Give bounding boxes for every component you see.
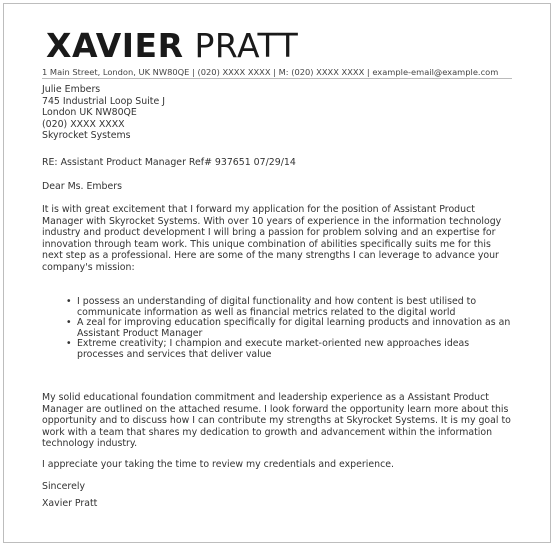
body-paragraph: My solid educational foundation commitment and leadership experience as a Assistant Product Manager are outlined on the attached resume. I look forward the opportunity learn more about this opportunity and to discuss how I can contribute my strengths at Skyrocket Systems. It is my goal to work with a team that shares my dedication to growth and advancement within the information technology industry. — [42, 392, 511, 449]
header-divider — [42, 78, 512, 79]
signer-name: Xavier Pratt — [42, 498, 98, 509]
list-item — [66, 338, 512, 360]
contact-line: 1 Main Street, London, UK NW80QE | (020) XXXX XXXX | M: (020) XXXX XXXX | example-email@example.com — [42, 67, 499, 77]
list-item — [66, 317, 512, 339]
recipient-company: Skyrocket Systems — [42, 130, 131, 141]
recipient-phone: (020) XXXX XXXX — [42, 118, 125, 130]
applicant-first-name: XAVIER — [46, 26, 184, 65]
intro-paragraph: It is with great excitement that I forward my application for the position of Assistant Product Manager with Skyrocket Systems. With over 10 years of experience in the information technology industry and product development I will bring a passion for problem solving and an expertise for innovation through team work. This unique combination of abilities specifically suits me for this next step as a professional. Here are some of the many strengths I can leverage to advance your company's mission: — [42, 204, 502, 273]
recipient-city: London UK NW80QE — [42, 107, 137, 118]
list-item — [66, 296, 512, 318]
signoff: Sincerely — [42, 481, 85, 492]
strength-text: Extreme creativity; I champion and execute market-oriented new approaches ideas processes and services that deliver value — [77, 338, 470, 360]
bullet-icon: • — [66, 296, 72, 307]
strength-text: I possess an understanding of digital functionality and how content is best utilised to communicate information as well as financial metrics related to the digital world — [77, 296, 477, 318]
closing-line: I appreciate your taking the time to review my credentials and experience. — [42, 459, 394, 470]
applicant-last-name: PRATT — [194, 26, 299, 65]
strengths-list — [42, 297, 512, 360]
applicant-name — [46, 26, 298, 66]
salutation: Dear Ms. Embers — [42, 181, 123, 192]
strength-text: A zeal for improving education specifically for digital learning products and innovation as an Assistant Product Manager — [77, 317, 511, 339]
recipient-name: Julie Embers — [42, 84, 101, 95]
bullet-icon: • — [66, 338, 72, 349]
recipient-address — [42, 84, 512, 142]
bullet-icon: • — [66, 317, 72, 328]
re-line: RE: Assistant Product Manager Ref# 937651 07/29/14 — [42, 157, 296, 168]
recipient-street: 745 Industrial Loop Suite J — [42, 95, 165, 107]
